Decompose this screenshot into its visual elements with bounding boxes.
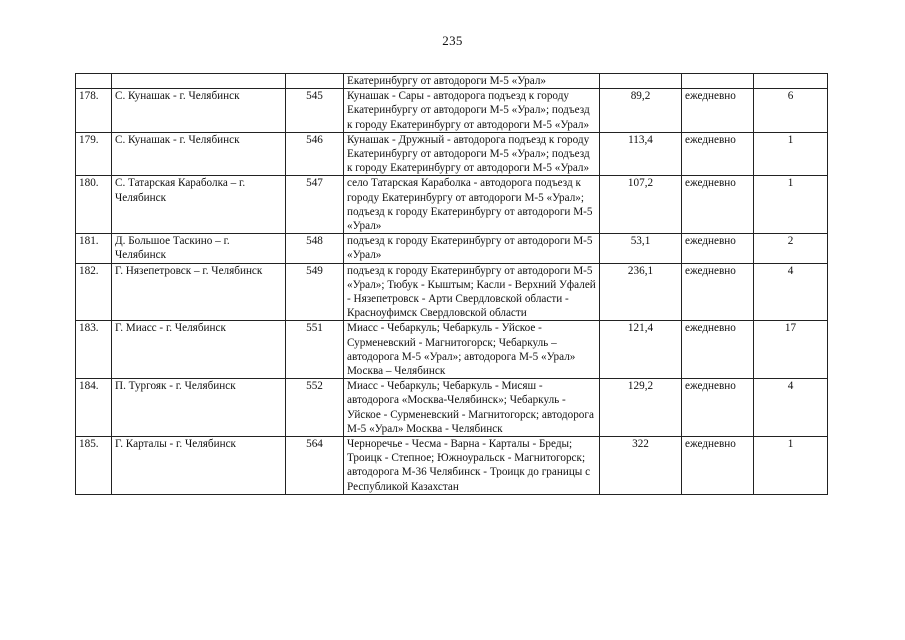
cell-route-code: 549: [286, 263, 344, 321]
cell-count: 17: [754, 321, 828, 379]
cell-route-name: С. Кунашак - г. Челябинск: [112, 132, 286, 176]
table-row: [76, 263, 828, 321]
cell-route-name: Г. Карталы - г. Челябинск: [112, 437, 286, 495]
cell-length: 113,4: [600, 132, 682, 176]
cell-count: 1: [754, 437, 828, 495]
cell-schedule: ежедневно: [682, 234, 754, 263]
cell-route-path: Кунашак - Сары - автодорога подъезд к городу Екатеринбургу от автодороги М-5 «Урал»; подъезд к городу Екатеринбургу от автодороги М-5 «Урал»: [344, 89, 600, 133]
cell-length: 89,2: [600, 89, 682, 133]
cell-route-code: 552: [286, 379, 344, 437]
cell-route-path: Миасс - Чебаркуль; Чебаркуль - Уйское - Сурменевский - Магнитогорск; Чебаркуль – автодорога М-5 «Урал»; автодорога М-5 «Урал» Москва – Челябинск: [344, 321, 600, 379]
cell-schedule: ежедневно: [682, 379, 754, 437]
cell-route-code: 547: [286, 176, 344, 234]
cell-number: 180.: [76, 176, 112, 234]
cell-schedule: ежедневно: [682, 437, 754, 495]
cell-number: 178.: [76, 89, 112, 133]
cell-length: 121,4: [600, 321, 682, 379]
cell-route-path: Екатеринбургу от автодороги М-5 «Урал»: [344, 74, 600, 89]
cell-route-path: Кунашак - Дружный - автодорога подъезд к городу Екатеринбургу от автодороги М-5 «Урал»; подъезд к городу Екатеринбургу от автодороги М-5 «Урал»: [344, 132, 600, 176]
cell-route-name: С. Кунашак - г. Челябинск: [112, 89, 286, 133]
cell-schedule: ежедневно: [682, 89, 754, 133]
cell-number: 183.: [76, 321, 112, 379]
cell-schedule: ежедневно: [682, 132, 754, 176]
cell-number: 185.: [76, 437, 112, 495]
cell-route-code: 545: [286, 89, 344, 133]
cell-length: 129,2: [600, 379, 682, 437]
cell-route-name: [112, 74, 286, 89]
table-row: [76, 437, 828, 495]
cell-count: 4: [754, 379, 828, 437]
cell-schedule: ежедневно: [682, 321, 754, 379]
cell-length: 53,1: [600, 234, 682, 263]
cell-number: [76, 74, 112, 89]
cell-count: [754, 74, 828, 89]
table-row: [76, 234, 828, 263]
cell-count: 4: [754, 263, 828, 321]
cell-route-path: Миасс - Чебаркуль; Чебаркуль - Мисяш - автодорога «Москва-Челябинск»; Чебаркуль - Уйское - Сурменевский - Магнитогорск; автодорога М-5 «Урал» Москва - Челябинск: [344, 379, 600, 437]
cell-number: 181.: [76, 234, 112, 263]
cell-route-name: Г. Миасс - г. Челябинск: [112, 321, 286, 379]
cell-route-code: 551: [286, 321, 344, 379]
cell-length: 107,2: [600, 176, 682, 234]
cell-count: 1: [754, 176, 828, 234]
cell-number: 184.: [76, 379, 112, 437]
cell-route-path: подъезд к городу Екатеринбургу от автодороги М-5 «Урал»: [344, 234, 600, 263]
cell-length: [600, 74, 682, 89]
cell-route-path: подъезд к городу Екатеринбургу от автодороги М-5 «Урал»; Тюбук - Кыштым; Касли - Верхний Уфалей - Нязепетровск - Арти Свердловской области - Красноуфимск Свердловской области: [344, 263, 600, 321]
cell-length: 322: [600, 437, 682, 495]
cell-route-code: [286, 74, 344, 89]
table-row: [76, 379, 828, 437]
cell-schedule: ежедневно: [682, 263, 754, 321]
table-row: [76, 89, 828, 133]
table-body: [76, 74, 828, 495]
cell-length: 236,1: [600, 263, 682, 321]
cell-schedule: [682, 74, 754, 89]
cell-route-code: 548: [286, 234, 344, 263]
cell-number: 182.: [76, 263, 112, 321]
routes-table: [75, 73, 828, 495]
cell-count: 1: [754, 132, 828, 176]
table-row-continuation: [76, 74, 828, 89]
table-row: [76, 132, 828, 176]
cell-number: 179.: [76, 132, 112, 176]
page-number: 235: [442, 33, 463, 48]
cell-route-path: Черноречье - Чесма - Варна - Карталы - Бреды; Троицк - Степное; Южноуральск - Магнитогорск; автодорога М-36 Челябинск - Троицк до границы с Республикой Казахстан: [344, 437, 600, 495]
cell-route-name: Г. Нязепетровск – г. Челябинск: [112, 263, 286, 321]
cell-route-name: С. Татарская Караболка – г. Челябинск: [112, 176, 286, 234]
cell-route-code: 564: [286, 437, 344, 495]
table-row: [76, 321, 828, 379]
cell-count: 2: [754, 234, 828, 263]
cell-schedule: ежедневно: [682, 176, 754, 234]
cell-route-path: село Татарская Караболка - автодорога подъезд к городу Екатеринбургу от автодороги М-5 «Урал»; подъезд к городу Екатеринбургу от автодороги М-5 «Урал»: [344, 176, 600, 234]
cell-route-name: Д. Большое Таскино – г. Челябинск: [112, 234, 286, 263]
cell-count: 6: [754, 89, 828, 133]
table-row: [76, 176, 828, 234]
cell-route-code: 546: [286, 132, 344, 176]
cell-route-name: П. Тургояк - г. Челябинск: [112, 379, 286, 437]
